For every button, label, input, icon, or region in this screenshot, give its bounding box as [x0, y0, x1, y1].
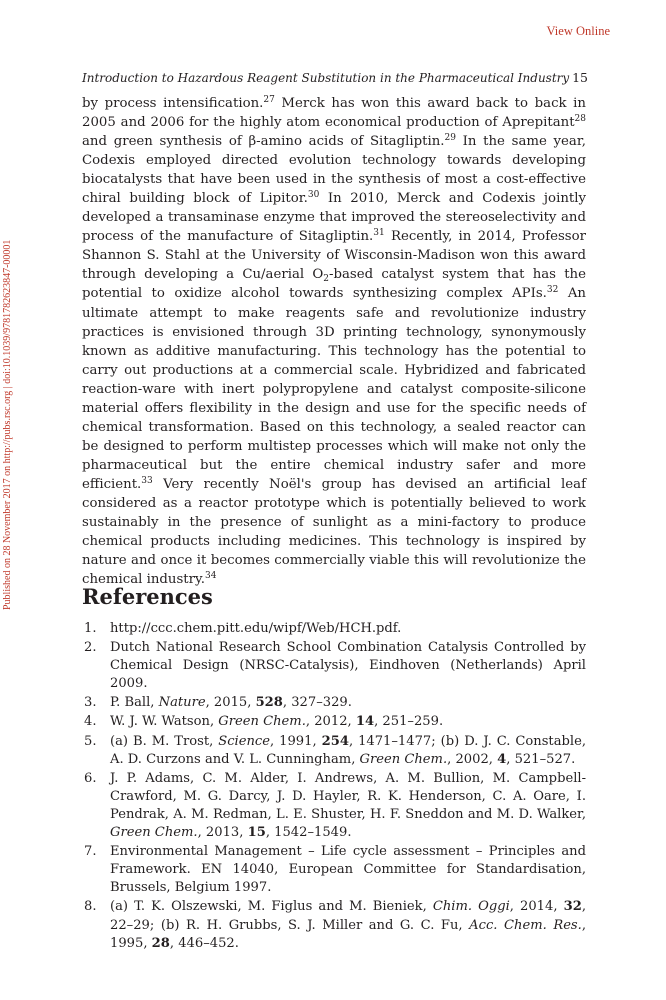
journal-name: Acc. Chem. Res. [469, 917, 582, 933]
reference-number: 8. [84, 899, 97, 915]
citation-marker: 31 [373, 228, 385, 239]
reference-item [82, 770, 586, 842]
reference-text: Dutch National Research School Combination Catalysis Controlled by Chemical Design (NRSC-Catalysis), Eindhoven (Netherlands) April 2009. [110, 640, 586, 692]
reference-item [82, 733, 586, 769]
reference-item [82, 898, 586, 952]
citation-marker: 27 [263, 95, 275, 105]
reference-year: , 1995, [110, 917, 586, 951]
reference-number: 1. [84, 621, 97, 636]
reference-authors: (a) T. K. Olszewski, M. Figlus and M. Bieniek, [110, 899, 433, 915]
text-run: An ultimate attempt to make reagents safe and revolutionize industry practices is envisioned through 3D printing technology, synonymously known as additive manufacturing. This technology has the potential to carry out productions at a commercial scale. Hybridized and fabricated reaction-ware with inert polypropylene and catalyst composite-silicone material offers flexibility in the design and use for the specific needs of chemical transformation. Based on this technology, a sealed reactor can be designed to perform multistep processes which will make not only the pharmaceutical but the entire chemical industry safer and more efficient. [82, 286, 586, 492]
journal-name: Green Chem. [218, 714, 306, 730]
reference-number: 5. [84, 733, 97, 749]
journal-name: Nature [158, 695, 206, 711]
citation-marker: 32 [546, 285, 559, 296]
reference-link[interactable]: http://ccc.chem.pitt.edu/wipf/Web/HCH.pdf. [110, 621, 402, 636]
pages: , 1542–1549. [265, 825, 352, 841]
journal-name: Science [218, 733, 271, 749]
volume: 254 [321, 733, 349, 749]
reference-year: , 2012, [305, 714, 356, 730]
reference-item [82, 713, 586, 731]
volume: 28 [151, 935, 170, 951]
reference-item [82, 639, 586, 693]
view-online-link[interactable]: View Online [546, 24, 610, 38]
pages: , 446–452. [169, 935, 239, 951]
reference-authors: (a) B. M. Trost, [110, 733, 219, 749]
text-run: In the same year, Codexis employed directed evolution technology towards developing biocatalysts that have been used in the synthesis of most a cost-effective chiral building block of Lipitor. [82, 134, 586, 207]
volume: 15 [247, 825, 266, 841]
text-run: by process intensification. [82, 96, 264, 111]
reference-year: , 2013, [197, 825, 248, 841]
pages: , 521–527. [506, 751, 576, 767]
text-run: and green synthesis of β-amino acids of Sitagliptin. [82, 134, 445, 150]
reference-text: Environmental Management – Life cycle assessment – Principles and Framework. EN 14040, European Committee for Standardisation, Brussels, Belgium 1997. [110, 844, 586, 896]
reference-year: , 2014, [509, 899, 564, 915]
volume: 4 [497, 751, 507, 767]
citation-marker: 29 [444, 133, 456, 144]
page-number: 15 [572, 70, 588, 85]
reference-number: 7. [84, 844, 97, 860]
running-header [82, 70, 588, 85]
body-paragraph [82, 94, 586, 589]
reference-authors: J. P. Adams, C. M. Alder, I. Andrews, A. M. Bullion, M. Campbell-Crawford, M. G. Darcy, J. D. Hayler, R. K. Henderson, C. A. Oare, I. Pendrak, A. M. Redman, L. E. Shuster, H. F. Sneddon and M. D. Walker, [110, 770, 586, 822]
volume: 14 [355, 714, 375, 730]
subscript: 2 [323, 274, 329, 285]
pages: , 22–29; (b) R. H. Grubbs, S. J. Miller and G. C. Fu, [110, 899, 586, 933]
reference-number: 6. [84, 770, 97, 786]
reference-authors: W. J. W. Watson, [110, 714, 219, 730]
volume: 32 [563, 899, 582, 915]
text-run: In 2010, Merck and Codexis jointly developed a transaminase enzyme that improved the stereoselectivity and process of the manufacture of Sitagliptin. [82, 191, 586, 245]
publication-side-note: Published on 28 November 2017 on http://pubs.rsc.org | doi:10.1039/9781782623847-00001 [2, 239, 13, 610]
reference-item [82, 843, 586, 897]
reference-number: 3. [84, 695, 97, 711]
references-list [82, 620, 586, 954]
citation-marker: 33 [141, 475, 153, 486]
pages: , 251–259. [374, 714, 444, 730]
reference-number: 2. [84, 640, 97, 656]
running-title: Introduction to Hazardous Reagent Substitution in the Pharmaceutical Industry [82, 71, 570, 85]
reference-year: , 1991, [270, 733, 322, 749]
volume: 528 [255, 695, 283, 711]
reference-item [82, 620, 586, 638]
reference-year: , 2015, [205, 695, 256, 711]
journal-name: Chim. Oggi [432, 899, 510, 915]
journal-name: Green Chem. [110, 825, 198, 841]
text-run: Recently, in 2014, Professor Shannon S. Stahl at the University of Wisconsin-Madison won this award through developing a Cu/aerial O [82, 229, 586, 283]
reference-item [82, 694, 586, 712]
reference-authors: P. Ball, [110, 695, 159, 711]
journal-name: Green Chem. [359, 751, 448, 767]
citation-marker: 30 [307, 190, 320, 201]
text-run: Very recently Noël's group has devised an artificial leaf considered as a reactor prototype which is potentially believed to work sustainably in the presence of sunlight as a mini-factory to produce chemical products including medicines. This technology is inspired by nature and once it becomes commercially viable this will revolutionize the chemical industry. [82, 476, 586, 588]
reference-year: , 2002, [447, 751, 498, 767]
text-run: -based catalyst system that has the potential to oxidize alcohol towards synthesizing complex APIs. [82, 267, 586, 302]
text-run: Merck has won this award back to back in 2005 and 2006 for the highly atom economical production of Aprepitant [82, 96, 586, 131]
references-heading: References [82, 584, 213, 609]
pages: , 1471–1477; (b) D. J. C. Constable, A. D. Curzons and V. L. Cunningham, [110, 733, 586, 767]
citation-marker: 28 [574, 114, 586, 125]
reference-number: 4. [84, 714, 97, 730]
citation-marker: 34 [204, 571, 217, 582]
paragraph-text [82, 94, 586, 589]
pages: , 327–329. [282, 695, 352, 711]
